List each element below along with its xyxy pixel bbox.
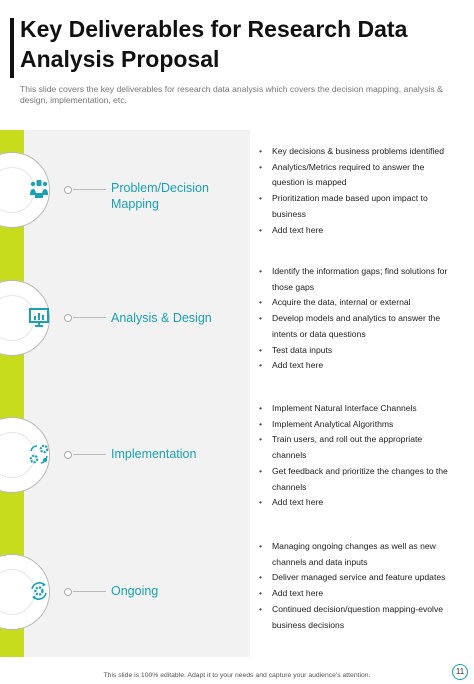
- bullet-item: • Key decisions & business problems identified: [258, 144, 458, 160]
- bullet-list: [258, 401, 458, 511]
- page-title: Key Deliverables for Research Data Analysis Proposal: [20, 16, 408, 72]
- bullet-list: [258, 144, 458, 238]
- connector-dot: [64, 314, 72, 322]
- bullet-item: • Test data inputs: [258, 343, 458, 359]
- cycle-gear-icon: [28, 580, 50, 602]
- section-implementation: [0, 395, 474, 525]
- bullet-item: • Add text here: [258, 358, 458, 374]
- bullet-item: • Prioritization made based upon impact to business: [258, 191, 458, 222]
- connector-dot: [64, 186, 72, 194]
- connector-dot: [64, 588, 72, 596]
- connector-line: [73, 454, 106, 455]
- section-label: Ongoing: [111, 584, 159, 598]
- connector-line: [73, 317, 106, 318]
- bullet-item: • Acquire the data, internal or external: [258, 295, 458, 311]
- bullet-item: • Analytics/Metrics required to answer the question is mapped: [258, 160, 458, 191]
- bullet-item: • Implement Natural Interface Channels: [258, 401, 458, 417]
- section-label: Problem/Decision Mapping: [111, 181, 209, 211]
- bullet-item: • Add text here: [258, 495, 458, 511]
- bullet-item: • Deliver managed service and feature updates: [258, 570, 458, 586]
- bullet-item: • Managing ongoing changes as well as new channels and data inputs: [258, 539, 458, 570]
- section-label: Implementation: [111, 447, 197, 461]
- bullet-item: • Add text here: [258, 223, 458, 239]
- bullet-item: • Train users, and roll out the appropriate channels: [258, 432, 458, 463]
- connector-line: [73, 591, 106, 592]
- bullet-item: • Continued decision/question mapping-evolve business decisions: [258, 602, 458, 633]
- bullet-item: • Develop models and analytics to answer the intents or data questions: [258, 311, 458, 342]
- section-ongoing: [0, 532, 474, 662]
- people-decision-icon: [28, 178, 50, 200]
- section-label: Analysis & Design: [111, 311, 212, 325]
- bullet-list: [258, 264, 458, 374]
- connector-dot: [64, 451, 72, 459]
- bullet-list: [258, 539, 458, 633]
- page-subtitle: This slide covers the key deliverables for research data analysis which covers the decision mapping, analysis & design, implementation, etc.: [20, 84, 443, 105]
- bullet-item: • Identify the information gaps; find solutions for those gaps: [258, 264, 458, 295]
- connector-line: [73, 189, 106, 190]
- section-analysis-design: [0, 260, 474, 390]
- presentation-chart-icon: [28, 306, 50, 328]
- section-problem-decision-mapping: [0, 130, 474, 260]
- title-accent-bar: [10, 18, 14, 78]
- footer-note: This slide is 100% editable. Adapt it to your needs and capture your audience's attention.: [103, 672, 371, 679]
- bullet-item: • Get feedback and prioritize the changes to the channels: [258, 464, 458, 495]
- bullet-item: • Add text here: [258, 586, 458, 602]
- page-number-badge: 11: [452, 664, 468, 680]
- gears-icon: [28, 443, 50, 465]
- bullet-item: • Implement Analytical Algorithms: [258, 417, 458, 433]
